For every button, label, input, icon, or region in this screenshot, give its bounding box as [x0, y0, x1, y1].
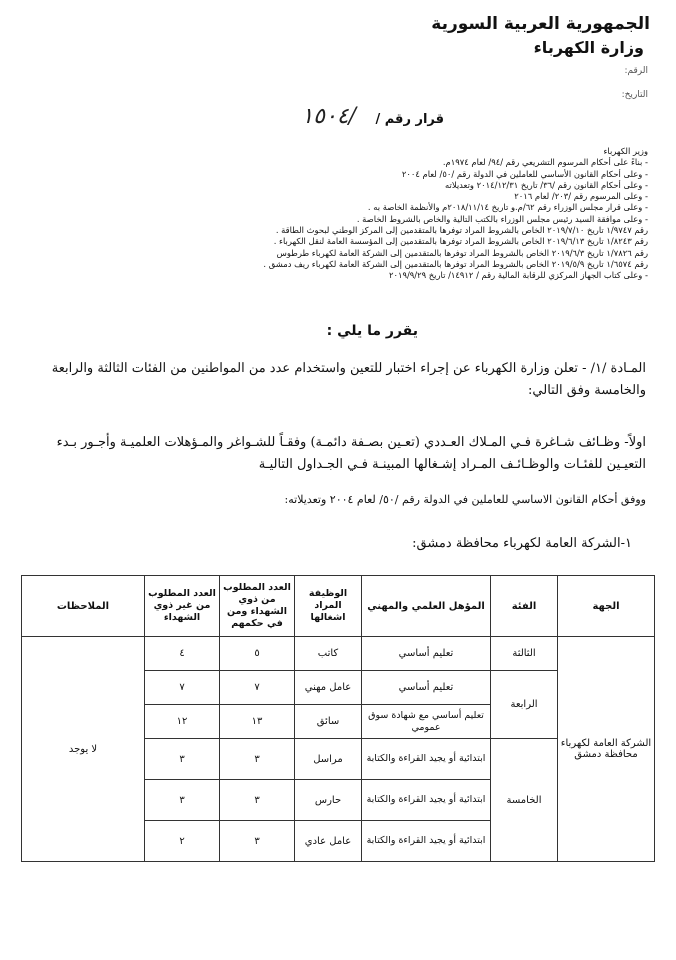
preamble-line: رقم ١/٨٢٤٣ تاريخ ٢٠١٩/٦/١٣ الخاص بالشروط المراد توفرها بالمتقدمين إلى المؤسسة العامة لنقل الكهرباء .	[273, 236, 648, 247]
preamble-line: - وعلى المرسوم رقم /٢٠٣/ لعام ٢٠١٦	[514, 191, 648, 202]
qualification-cell: تعليم أساسي	[362, 637, 491, 671]
job-cell: كاتب	[295, 637, 362, 671]
preamble-line: - بناءً على أحكام المرسوم التشريعي رقم /٩٤/ لعام ١٩٧٤م.	[442, 157, 648, 168]
qualification-cell: ابتدائية أو يجيد القراءة والكتابة	[362, 739, 491, 780]
preamble-line: - وعلى أحكام القانون رقم /٣٦/ تاريخ ٢٠١٤/١٢/٣١ وتعديلاته	[445, 179, 648, 190]
header-job: الوظيفة المراد اشغالها	[295, 576, 362, 637]
table-header-row	[22, 576, 655, 637]
qualification-cell: ابتدائية أو يجيد القراءة والكتابة	[362, 821, 491, 862]
date-label: التاريخ:	[621, 90, 648, 100]
job-cell: عامل مهني	[295, 671, 362, 705]
preamble-line: - وعلى قرار مجلس الوزراء رقم ٦٢/م.و تاريخ ٢٠١٨/١١/١٤م والأنظمة الخاصة به .	[367, 202, 648, 213]
others-count-cell: ٣	[145, 739, 220, 780]
company-heading: ١-الشركة العامة لكهرباء محافظة دمشق:	[412, 536, 632, 551]
martyrs-count-cell: ٧	[220, 671, 295, 705]
preamble-line: - وعلى موافقة السيد رئيس مجلس الوزراء بالكتب التالية والخاص بالشروط الخاصة .	[356, 213, 648, 224]
martyrs-count-cell: ٣	[220, 780, 295, 821]
table-row	[22, 637, 655, 671]
article-1: المـادة /١/ - تعلن وزارة الكهرباء عن إجراء اختبار للتعين واستخدام عدد من المواطنين من الفئات الثالثة والرابعة والخامسة وفق التالي:	[51, 361, 646, 398]
vacancies-table	[21, 575, 655, 862]
martyrs-count-cell: ١٣	[220, 705, 295, 739]
category-cell: الرابعة	[491, 671, 558, 739]
martyrs-count-cell: ٣	[220, 821, 295, 862]
job-cell: عامل عادي	[295, 821, 362, 862]
preamble	[48, 146, 648, 282]
header-martyrs-count: العدد المطلوب من ذوي الشهداء ومن في حكمهم	[220, 576, 295, 637]
job-cell: حارس	[295, 780, 362, 821]
header-category: الفئة	[491, 576, 558, 637]
others-count-cell: ٤	[145, 637, 220, 671]
item-1-law-reference: ووفق أحكام القانون الاساسي للعاملين في الدولة رقم /٥٠/ لعام ٢٠٠٤ وتعديلاته:	[284, 493, 646, 506]
qualification-cell: تعليم أساسي	[362, 671, 491, 705]
others-count-cell: ٣	[145, 780, 220, 821]
header-notes: الملاحظات	[22, 576, 145, 637]
preamble-line: رقم ١/٩٧٤٧ تاريخ ٢٠١٩/٧/١٠ الخاص بالشروط المراد توفرها بالمتقدمين إلى المركز الوطني لبحوث الطاقة .	[275, 225, 648, 236]
preamble-line: - وعلى أحكام القانون الأساسي للعاملين في الدولة رقم /٥٠/ لعام ٢٠٠٤	[401, 168, 648, 179]
header-others-count: العدد المطلوب من غير ذوي الشهداء	[145, 576, 220, 637]
others-count-cell: ٧	[145, 671, 220, 705]
preamble-line: - وعلى كتاب الجهاز المركزي للرقابة المالية رقم / ١٤٩١٢/ تاريخ ٢٠١٩/٩/٢٩	[388, 270, 648, 281]
notes-cell: لا يوجد	[22, 637, 145, 862]
category-cell: الخامسة	[491, 739, 558, 862]
item-1: اولاً- وظـائف شـاغرة فـي المـلاك العـددي (تعـين بصـفة دائمـة) وفقـاً للشـواغر والمـؤهلات العلميـة وأجـور بـدء التعيـين للفئـات والوظـائـف المـراد إشـغالها المبينـة فـي الجـداول التاليـة	[56, 435, 646, 472]
preamble-line: وزير الكهرباء	[603, 146, 648, 156]
republic-title: الجمهورية العربية السورية	[431, 14, 650, 34]
decides-heading: يقرر ما يلي :	[326, 323, 418, 339]
others-count-cell: ١٢	[145, 705, 220, 739]
header-qualification: المؤهل العلمي والمهني	[362, 576, 491, 637]
preamble-line: رقم ١/٧٨٢٦ تاريخ ٢٠١٩/٦/٣ الخاص بالشروط المراد توفرها بالمتقدمين إلى الشركة العامة لكهرباء طرطوس	[276, 247, 648, 258]
qualification-cell: تعليم أساسي مع شهادة سوق عمومي	[362, 705, 491, 739]
decision-title: قرار رقم /	[375, 112, 444, 127]
ministry-title: وزارة الكهرباء	[533, 38, 644, 57]
job-cell: مراسل	[295, 739, 362, 780]
martyrs-count-cell: ٣	[220, 739, 295, 780]
entity-cell: الشركة العامة لكهرباء محافظة دمشق	[558, 637, 655, 862]
header-entity: الجهة	[558, 576, 655, 637]
category-cell: الثالثة	[491, 637, 558, 671]
preamble-line: رقم ١/٦٥٧٤ تاريخ ٢٠١٩/٥/٩ الخاص بالشروط المراد توفرها بالمتقدمين إلى الشركة العامة لكهرباء ريف دمشق .	[263, 258, 648, 269]
martyrs-count-cell: ٥	[220, 637, 295, 671]
others-count-cell: ٢	[145, 821, 220, 862]
decision-number: /١٥٠٤	[301, 104, 356, 129]
job-cell: سائق	[295, 705, 362, 739]
qualification-cell: ابتدائية أو يجيد القراءة والكتابة	[362, 780, 491, 821]
reference-label: الرقم:	[624, 66, 648, 76]
